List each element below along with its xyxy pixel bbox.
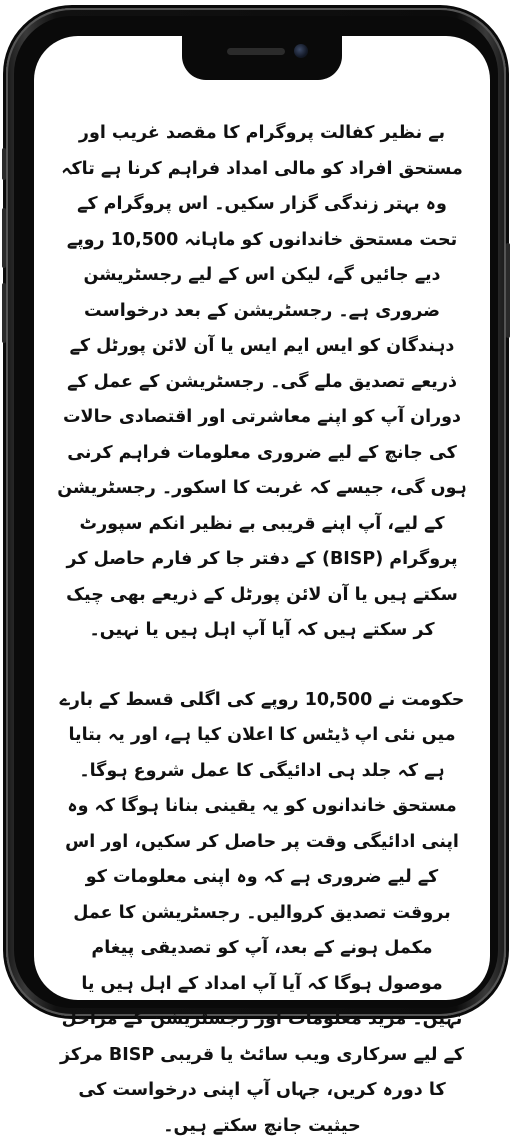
article-paragraph-2: حکومت نے 10,500 روپے کی اگلی قسط کے بارے میں نئی اپ ڈیٹس کا اعلان کیا ہے، اور یہ بتایا ہے کہ جلد ہی ادائیگی کا عمل شروع ہوگا۔ مستحق خاندانوں کو یہ یقینی بنانا ہوگا کہ وہ اپنی ادائیگی وقت پر حاصل کر سکیں، اور اس کے لیے ضروری ہے کہ وہ اپنی معلومات کو بروقت تصدیق کروالیں۔ رجسٹریشن کا عمل مکمل ہونے کے بعد، آپ کو تصدیقی پیغام موصول ہوگا کہ آیا آپ امداد کے اہل ہیں یا نہیں۔ مزید معلومات اور رجسٹریشن کے مراحل کے لیے سرکاری ویب سائٹ یا قریبی BISP مرکز کا دورہ کریں، جہاں آپ اپنی درخواست کی حیثیت جانچ سکتے ہیں۔ — [56, 683, 468, 1144]
article-body — [56, 116, 468, 1144]
volume-down-button — [2, 283, 6, 343]
article-paragraph-1: بے نظیر کفالت پروگرام کا مقصد غریب اور مستحق افراد کو مالی امداد فراہم کرنا ہے تاکہ وہ بہتر زندگی گزار سکیں۔ اس پروگرام کے تحت مستحق خاندانوں کو ماہانہ 10,500 روپے دیے جائیں گے، لیکن اس کے لیے رجسٹریشن ضروری ہے۔ رجسٹریشن کے بعد درخواست دہندگان کو ایس ایم ایس یا آن لائن پورٹل کے ذریعے تصدیق ملے گی۔ رجسٹریشن کے عمل کے دوران آپ کو اپنے معاشرتی اور اقتصادی حالات کی جانچ کے لیے ضروری معلومات فراہم کرنی ہوں گی، جیسے کہ غربت کا اسکور۔ رجسٹریشن کے لیے، آپ اپنے قریبی بے نظیر انکم سپورٹ پروگرام (BISP) کے دفتر جا کر فارم حاصل کر سکتے ہیں یا آن لائن پورٹل کے ذریعے بھی چیک کر سکتے ہیں کہ آیا آپ اہل ہیں یا نہیں۔ — [56, 116, 468, 649]
notch — [182, 34, 342, 80]
speaker-grille — [227, 48, 285, 55]
phone-screen[interactable] — [34, 36, 490, 1000]
front-camera-icon — [294, 44, 308, 58]
silent-switch — [2, 148, 6, 180]
power-button — [506, 243, 510, 338]
volume-up-button — [2, 208, 6, 268]
phone-frame — [6, 8, 506, 1016]
